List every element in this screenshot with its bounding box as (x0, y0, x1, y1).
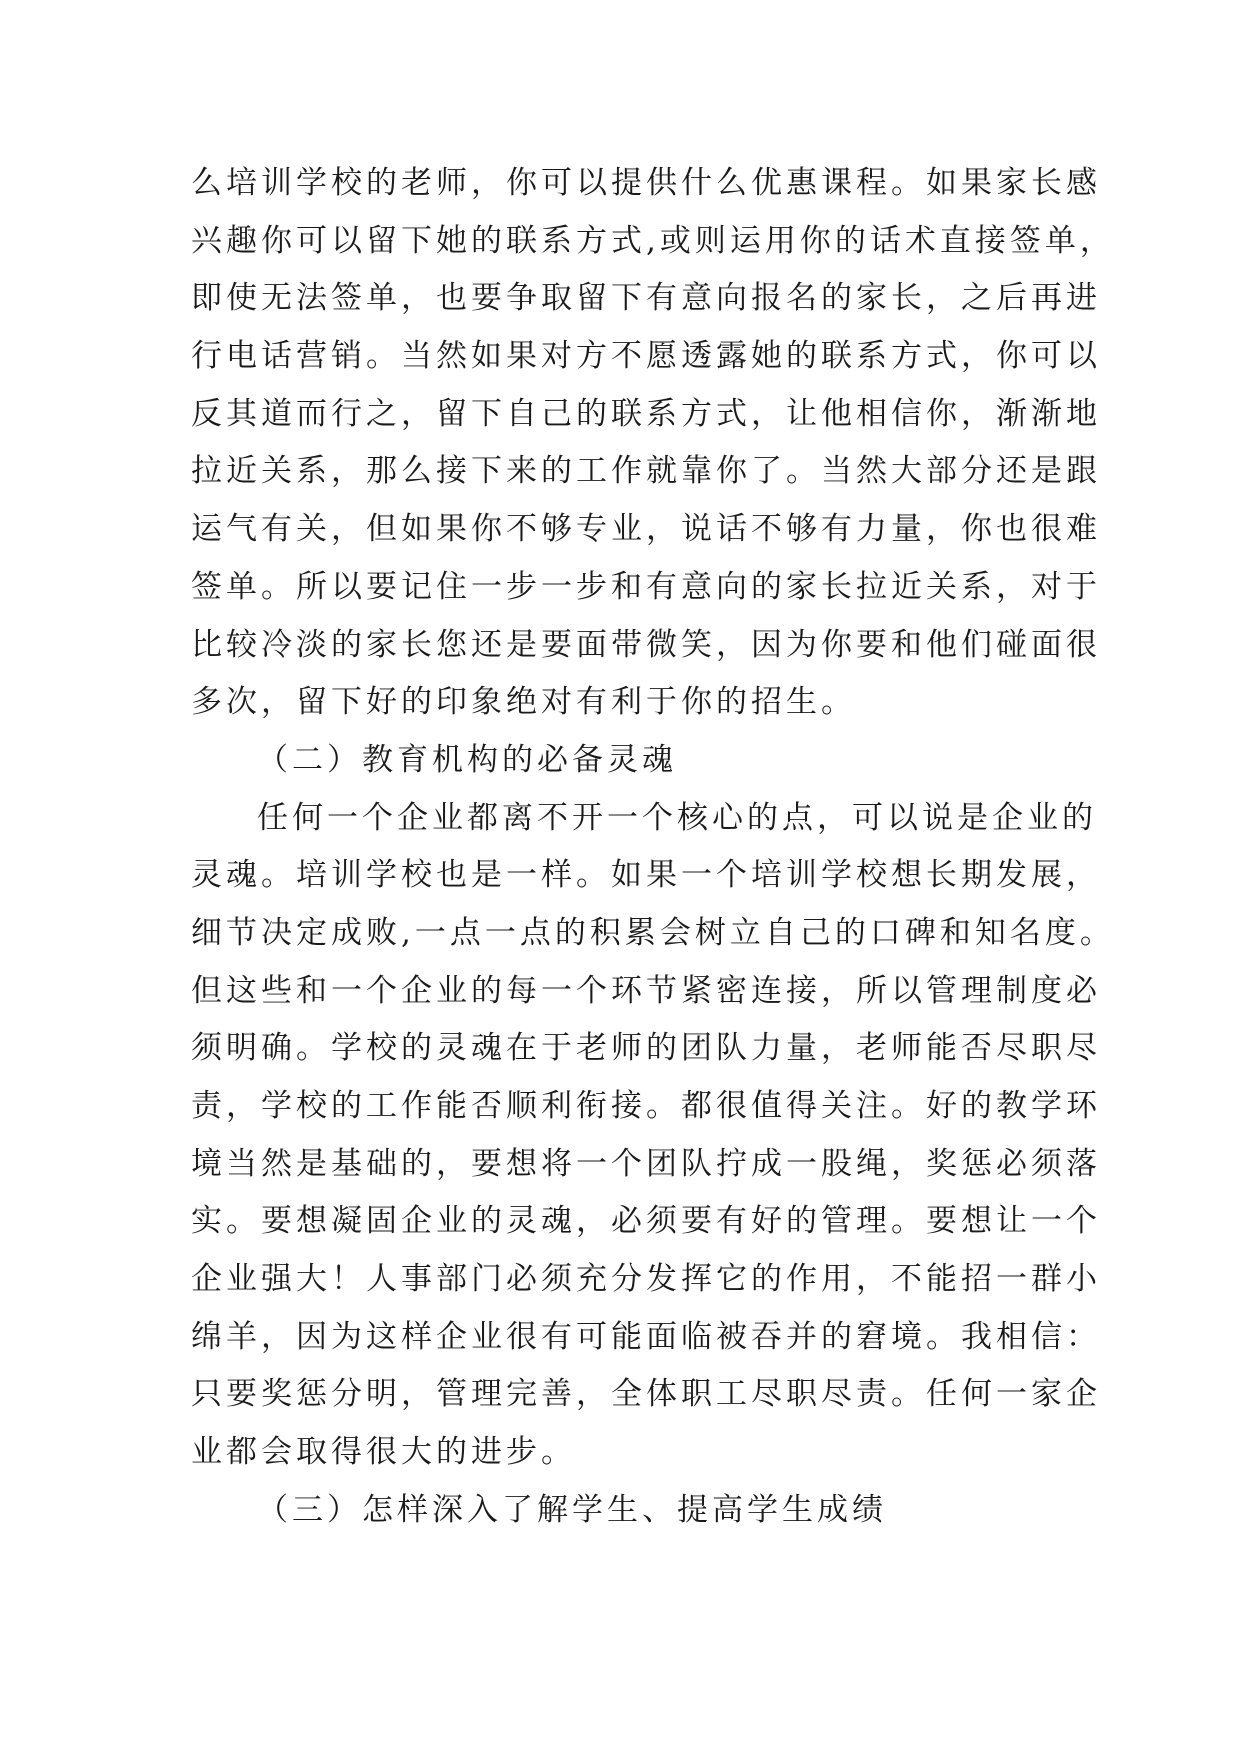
paragraph-line: 行电话营销。当然如果对方不愿透露她的联系方式，你可以 (191, 338, 1101, 375)
paragraph-line: 兴趣你可以留下她的联系方式,或则运用你的话术直接签单， (191, 222, 1115, 259)
paragraph-line: 么培训学校的老师，你可以提供什么优惠课程。如果家长感 (191, 165, 1101, 201)
paragraph-line: 签单。所以要记住一步一步和有意向的家长拉近关系，对于 (191, 568, 1101, 605)
paragraph-line: 境当然是基础的，要想将一个团队拧成一股绳，奖惩必须落 (191, 1145, 1101, 1182)
paragraph-line: 比较冷淡的家长您还是要面带微笑，因为你要和他们碰面很 (191, 626, 1101, 663)
paragraph-line: 责，学校的工作能否顺利衔接。都很值得关注。好的教学环 (191, 1088, 1101, 1124)
paragraph-line: 细节决定成败,一点一点的积累会树立自己的口碑和知名度。 (191, 914, 1115, 951)
document-body (191, 155, 1115, 1540)
section-heading: （三）怎样深入了解学生、提高学生成绩 (257, 1491, 887, 1528)
paragraph-line: 反其道而行之，留下自己的联系方式，让他相信你，渐渐地 (191, 395, 1101, 432)
paragraph-line: 即使无法签单，也要争取留下有意向报名的家长，之后再进 (191, 280, 1101, 317)
paragraph-line: 实。要想凝固企业的灵魂，必须要有好的管理。要想让一个 (191, 1203, 1101, 1240)
section-heading: （二）教育机构的必备灵魂 (257, 741, 677, 778)
paragraph-line: 但这些和一个企业的每一个环节紧密连接，所以管理制度必 (191, 972, 1101, 1009)
paragraph-line: 只要奖惩分明，管理完善，全体职工尽职尽责。任何一家企 (191, 1376, 1101, 1413)
paragraph-line: 拉近关系，那么接下来的工作就靠你了。当然大部分还是跟 (191, 453, 1101, 490)
paragraph-line: 多次，留下好的印象绝对有利于你的招生。 (191, 684, 856, 721)
paragraph-line: 企业强大！人事部门必须充分发挥它的作用，不能招一群小 (191, 1261, 1101, 1298)
paragraph-line: 运气有关，但如果你不够专业，说话不够有力量，你也很难 (191, 511, 1101, 548)
paragraph-line: 业都会取得很大的进步。 (191, 1434, 576, 1471)
paragraph-line: 任何一个企业都离不开一个核心的点，可以说是企业的 (257, 799, 1097, 836)
paragraph-line: 须明确。学校的灵魂在于老师的团队力量，老师能否尽职尽 (191, 1030, 1101, 1067)
paragraph-line: 绵羊，因为这样企业很有可能面临被吞并的窘境。我相信： (191, 1318, 1101, 1355)
paragraph-line: 灵魂。培训学校也是一样。如果一个培训学校想长期发展， (191, 857, 1101, 894)
